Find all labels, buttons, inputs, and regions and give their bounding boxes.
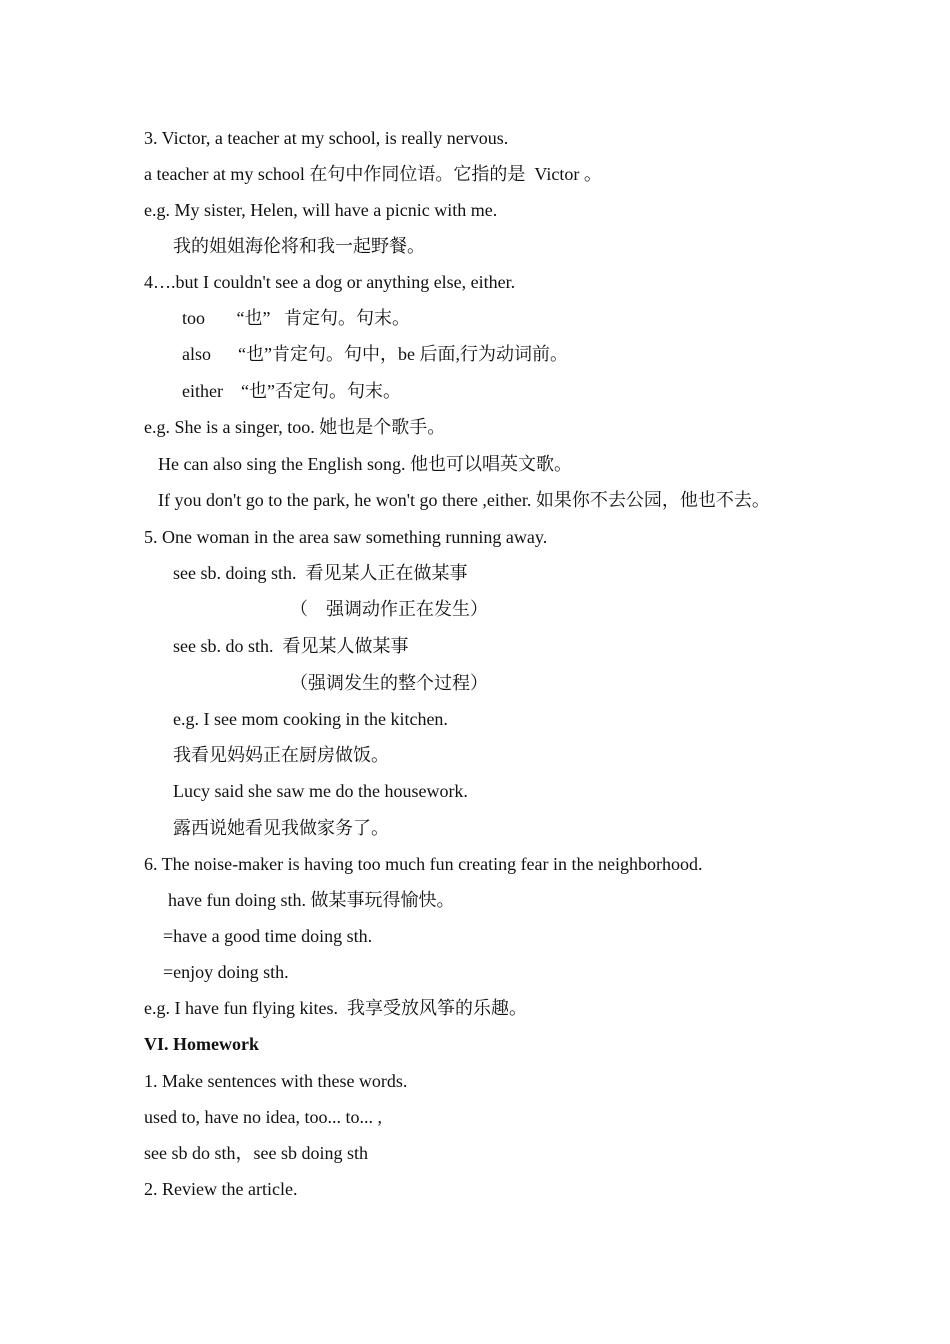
- appositive-note: a teacher at my school 在句中作同位语。它指的是 Victor 。: [144, 164, 602, 184]
- homework-item-2: 2. Review the article.: [144, 1179, 298, 1199]
- example-kites: e.g. I have fun flying kites. 我享受放风筝的乐趣。: [144, 998, 527, 1018]
- example-either: If you don't go to the park, he won't go there ,either. 如果你不去公园，他也不去。: [158, 490, 770, 510]
- have-fun-pattern: have fun doing sth. 做某事玩得愉快。: [168, 890, 455, 910]
- example-also: He can also sing the English song. 他也可以唱英文歌。: [158, 454, 572, 474]
- example-housework-translation: 露西说她看见我做家务了。: [173, 818, 389, 838]
- see-doing-pattern: see sb. doing sth. 看见某人正在做某事: [173, 563, 468, 583]
- item-5-heading: 5. One woman in the area saw something running away.: [144, 527, 548, 547]
- homework-word-list-2: see sb do sth，see sb doing sth: [144, 1143, 368, 1163]
- homework-word-list-1: used to, have no idea, too... to... ,: [144, 1107, 382, 1127]
- example-housework: Lucy said she saw me do the housework.: [173, 781, 468, 801]
- example-sentence: e.g. My sister, Helen, will have a picnic with me.: [144, 200, 498, 220]
- item-4-heading: 4….but I couldn't see a dog or anything else, either.: [144, 272, 516, 292]
- example-translation: 我的姐姐海伦将和我一起野餐。: [173, 236, 425, 256]
- example-cooking: e.g. I see mom cooking in the kitchen.: [173, 709, 448, 729]
- see-doing-note: （ 强调动作正在发生）: [290, 599, 488, 619]
- see-do-pattern: see sb. do sth. 看见某人做某事: [173, 636, 409, 656]
- also-usage-note: also “也”肯定句。句中，be 后面,行为动词前。: [182, 344, 568, 364]
- either-usage-note: either “也”否定句。句末。: [182, 381, 401, 401]
- item-3-heading: 3. Victor, a teacher at my school, is really nervous.: [144, 128, 509, 148]
- homework-heading: VI. Homework: [144, 1034, 259, 1054]
- example-cooking-translation: 我看见妈妈正在厨房做饭。: [173, 745, 389, 765]
- enjoy-synonym: =enjoy doing sth.: [163, 962, 289, 982]
- homework-item-1: 1. Make sentences with these words.: [144, 1071, 408, 1091]
- item-6-heading: 6. The noise-maker is having too much fun creating fear in the neighborhood.: [144, 854, 703, 874]
- good-time-synonym: =have a good time doing sth.: [163, 926, 373, 946]
- example-too: e.g. She is a singer, too. 她也是个歌手。: [144, 417, 446, 437]
- see-do-note: （强调发生的整个过程）: [290, 673, 488, 693]
- too-usage-note: too “也” 肯定句。句末。: [182, 308, 410, 328]
